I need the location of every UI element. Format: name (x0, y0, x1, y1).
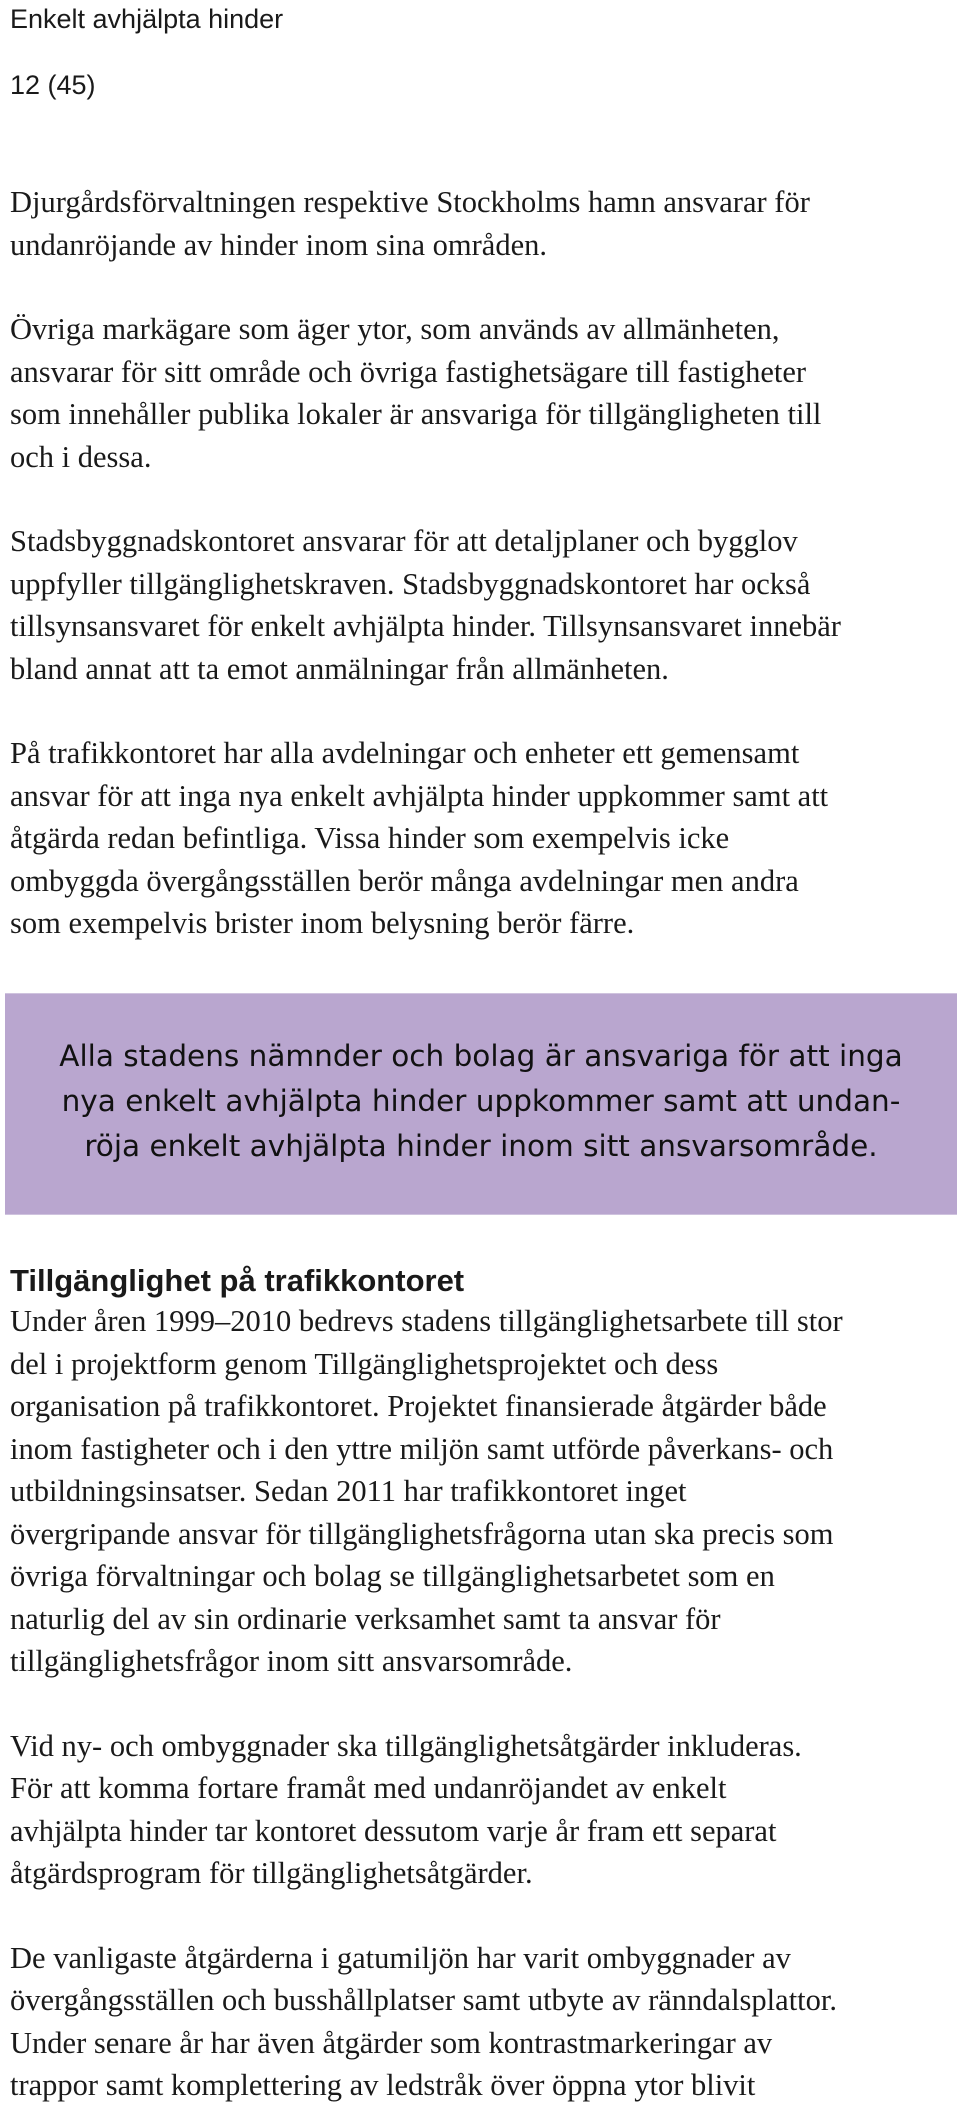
paragraph: Djurgårdsförvaltningen respektive Stockholms hamn ansvarar för undanröjande av hinder inom sina områden. (10, 185, 810, 262)
intro-section (10, 181, 955, 945)
callout-box (5, 993, 957, 1215)
paragraph: Övriga markägare som äger ytor, som används av allmänheten, ansvarar för sitt område och övriga fastighetsägare till fastigheter som innehåller publika lokaler är ansvariga för tillgängligheten till och i dessa. (10, 312, 822, 474)
document-title: Enkelt avhjälpta hinder (10, 4, 284, 34)
section-heading: Tillgänglighet på trafikkontoret (10, 1263, 465, 1298)
page-number: 12 (45) (10, 70, 96, 100)
paragraph: Stadsbyggnadskontoret ansvarar för att detaljplaner och bygglov uppfyller tillgänglighetskraven. Stadsbyggnadskontoret har också tillsynsansvaret för enkelt avhjälpta hinder. Tillsynsansvaret innebär bland annat att ta emot anmälningar från allmänheten. (10, 524, 841, 686)
paragraph: Under åren 1999–2010 bedrevs stadens tillgänglighetsarbete till stor del i projektform genom Tillgänglighetsprojektet och dess organisation på trafikkontoret. Projektet finansierade åtgärder både inom fastigheter och i den yttre miljön samt utförde påverkans- och utbildningsinsatser. Sedan 2011 har trafikkontoret inget övergripande ansvar för tillgänglighetsfrågorna utan ska precis som övriga förvaltningar och bolag se tillgänglighetsarbetet som en naturlig del av sin ordinarie verksamhet samt ta ansvar för tillgänglighetsfrågor inom sitt ansvarsområde. (10, 1304, 843, 1678)
paragraph: Vid ny- och ombyggnader ska tillgänglighetsåtgärder inkluderas. För att komma fortare framåt med undanröjandet av enkelt avhjälpta hinder tar kontoret dessutom varje år fram ett separat åtgärdsprogram för tillgänglighetsåtgärder. (10, 1728, 802, 1890)
accessibility-section (10, 1262, 955, 2107)
paragraph: De vanligaste åtgärderna i gatumiljön har varit ombyggnader av övergångsställen och busshållplatser samt utbyte av ränndalsplattor. Under senare år har även åtgärder som kontrastmarkeringar av trappor samt komplettering av ledstråk över öppna ytor blivit (10, 1940, 837, 2102)
callout-text: Alla stadens nämnder och bolag är ansvariga för att inga nya enkelt avhjälpta hinder uppkommer samt att undan- röja enkelt avhjälpta hinder inom sitt ansvarsområde. (59, 1039, 903, 1163)
paragraph: På trafikkontoret har alla avdelningar och enheter ett gemensamt ansvar för att inga nya enkelt avhjälpta hinder uppkommer samt att åtgärda redan befintliga. Vissa hinder som exempelvis icke ombyggda övergångsställen berör många avdelningar men andra som exempelvis brister inom belysning berör färre. (10, 736, 829, 940)
